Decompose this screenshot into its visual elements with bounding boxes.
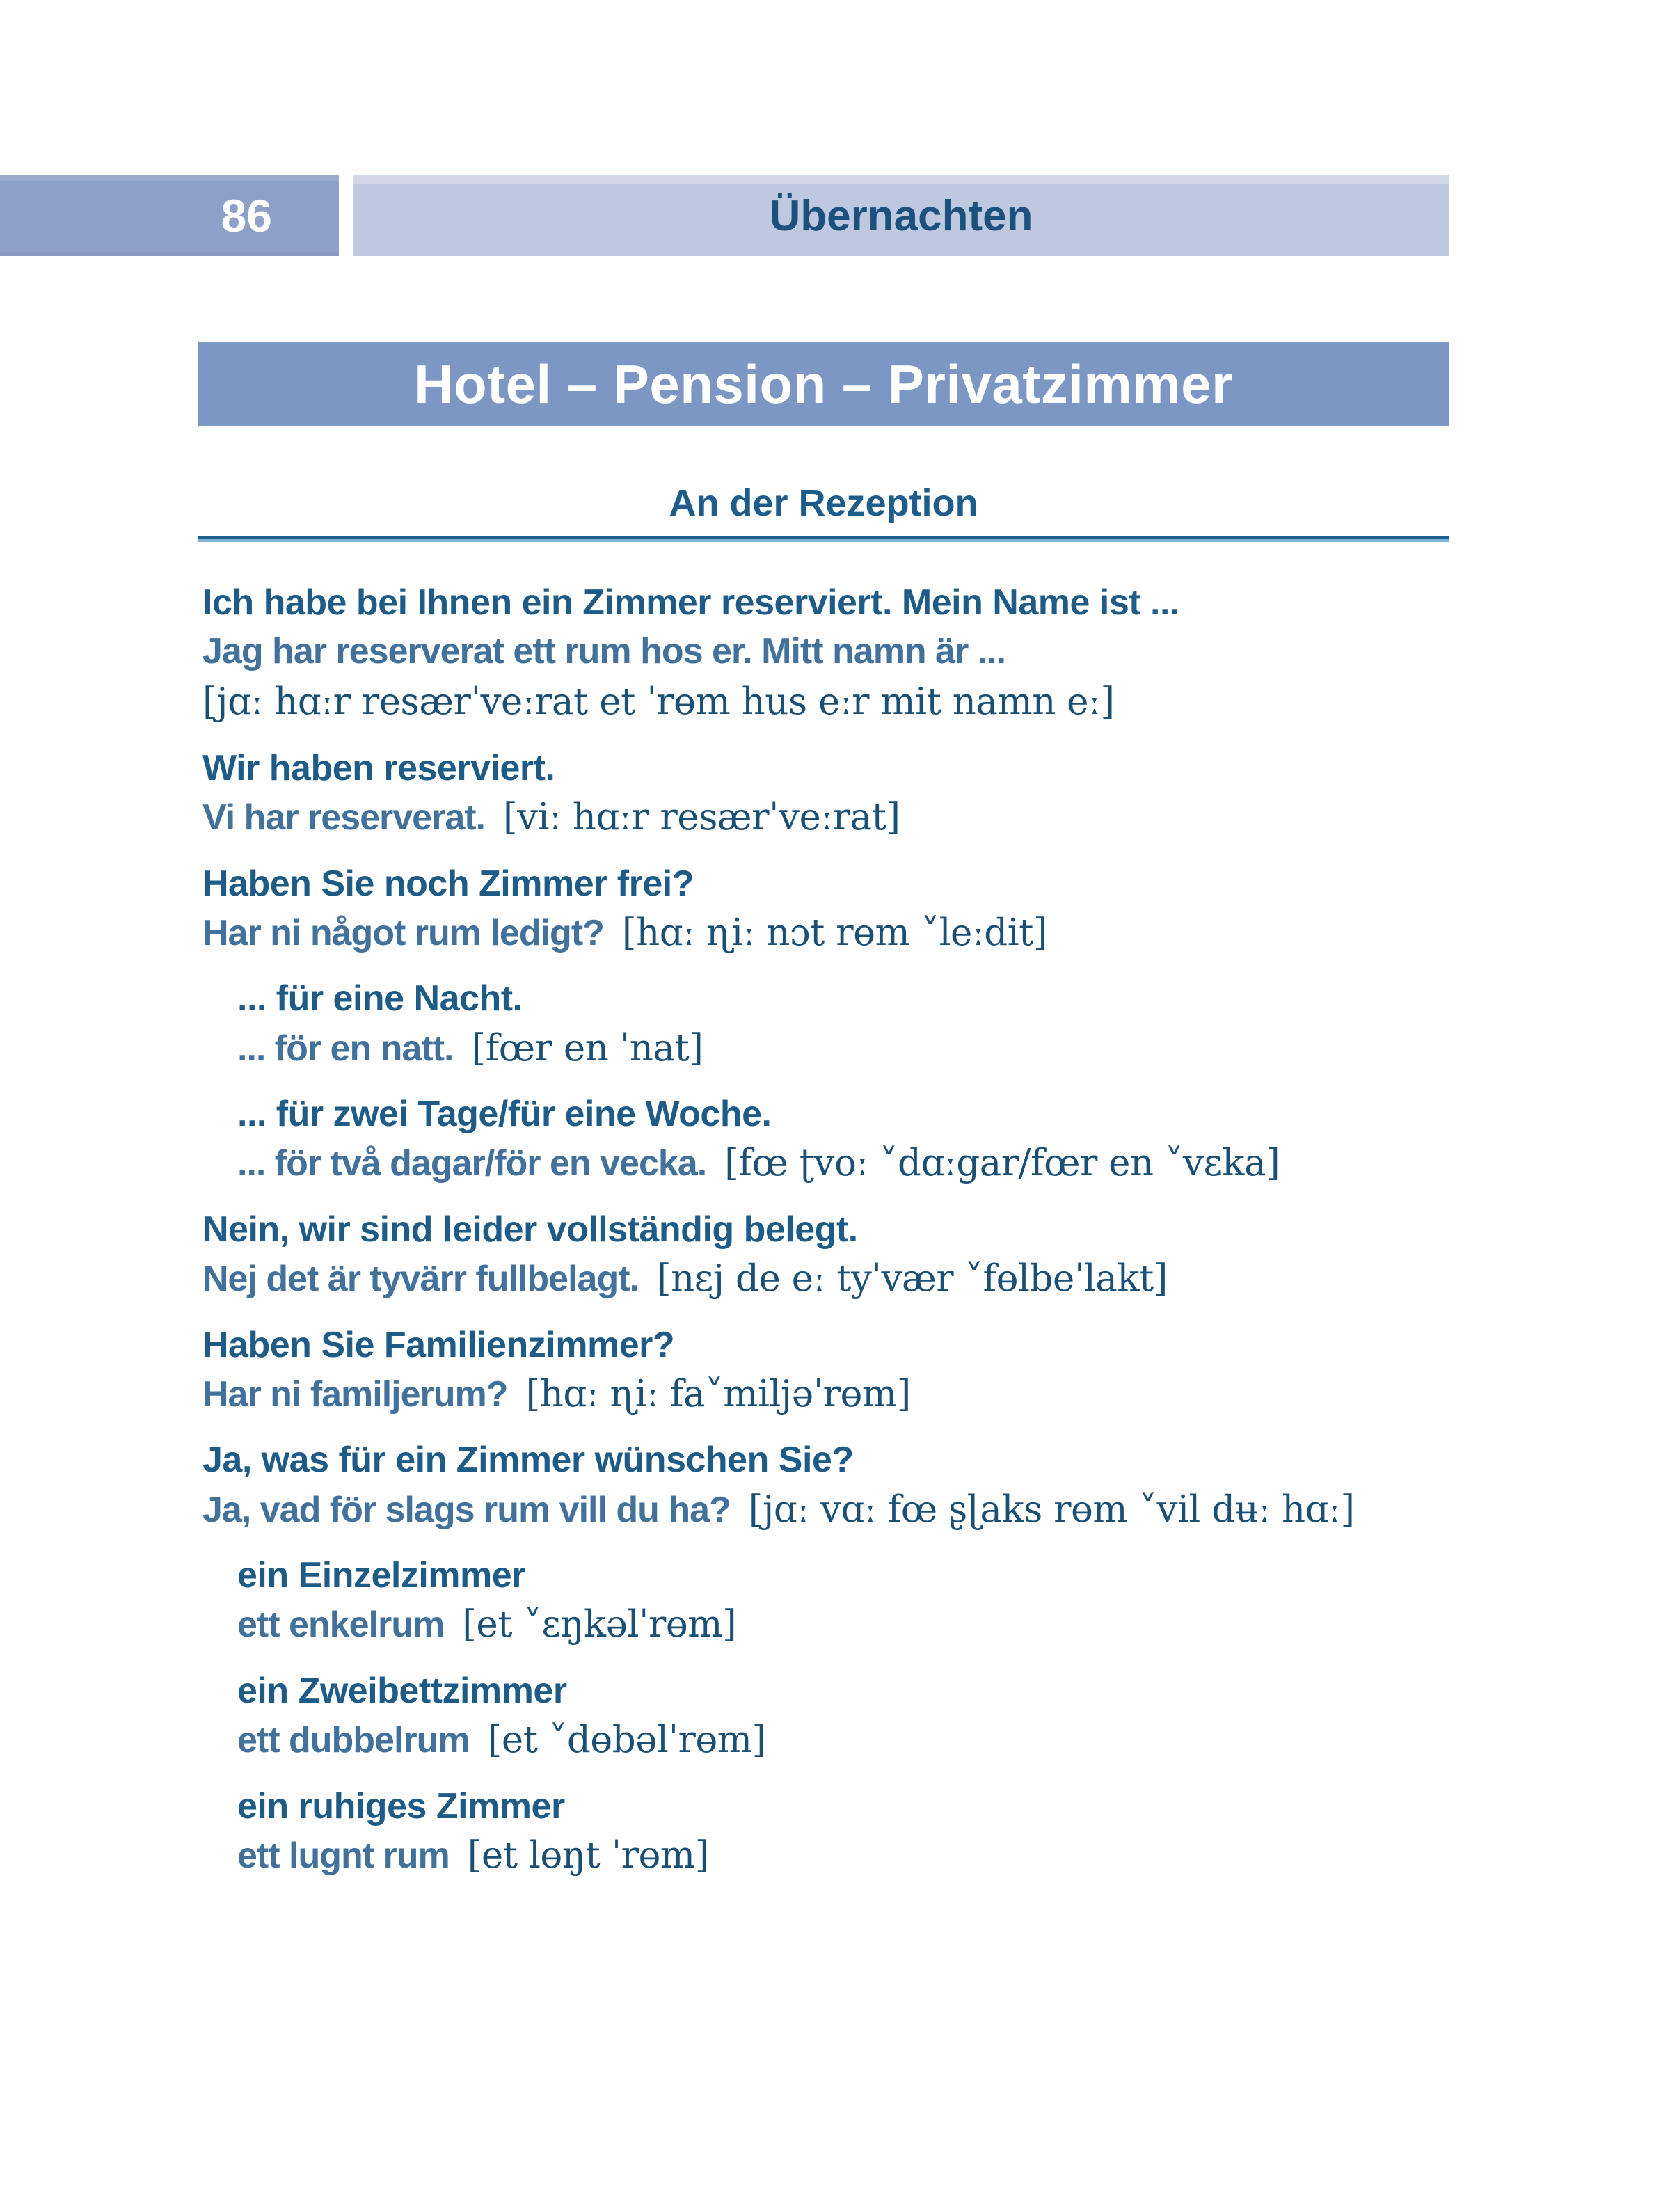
phrase-german: Haben Sie Familienzimmer?	[202, 1324, 675, 1365]
phrase-swedish-line	[237, 1831, 1449, 1881]
phrase-swedish: Har ni något rum ledigt?	[202, 912, 604, 953]
phrase-block	[202, 744, 1449, 843]
phrase-swedish-line	[237, 1138, 1449, 1188]
phrase-swedish-line	[237, 1024, 1449, 1074]
phrase-swedish-line	[202, 1254, 1449, 1304]
phrase-block	[202, 1435, 1449, 1534]
title-bar	[198, 342, 1449, 426]
phrase-german: Ich habe bei Ihnen ein Zimmer reserviert. Mein Name ist ...	[202, 582, 1179, 623]
phrase-swedish: ett enkelrum	[237, 1605, 445, 1646]
phrase-german: ein Einzelzimmer	[237, 1555, 525, 1596]
phrase-block	[202, 859, 1449, 958]
phrase-block	[202, 1205, 1449, 1304]
phrase-phonetic: [hɑː ɳiː nɔt rɵm ˅leːdit]	[621, 911, 1048, 954]
phrase-swedish-line	[202, 627, 1449, 676]
phrase-swedish-line	[237, 1600, 1449, 1650]
phrase-german: ein Zweibettzimmer	[237, 1670, 567, 1711]
phrase-block	[237, 974, 1449, 1073]
phrase-phonetic: [et ˅dɵbəlˈrɵm]	[487, 1718, 766, 1761]
phrase-swedish: Nej det är tyvärr fullbelagt.	[202, 1259, 639, 1300]
phrase-block	[202, 1321, 1449, 1419]
phrase-german: ein ruhiges Zimmer	[237, 1785, 565, 1827]
phrase-block	[237, 1666, 1449, 1765]
content-column	[198, 445, 1449, 1897]
phrase-phonetic: [jɑː hɑːr resærˈveːrat et ˈrɵm hus eːr mit namn eː]	[202, 681, 1115, 724]
phrase-phonetic: [nɛj de eː tyˈvær ˅fɵlbeˈlakt]	[656, 1257, 1168, 1300]
chapter-title: Übernachten	[769, 191, 1033, 240]
phrase-swedish: ett dubbelrum	[237, 1719, 470, 1760]
phrase-block	[237, 1551, 1449, 1650]
phrase-phonetic: [hɑː ɳiː fa˅miljəˈrɵm]	[525, 1372, 911, 1415]
phrase-phonetic: [et ˅ɛŋkəlˈrɵm]	[462, 1603, 737, 1646]
phrase-german: ... für zwei Tage/für eine Woche.	[237, 1094, 772, 1135]
running-header	[0, 175, 1670, 256]
phrase-block	[237, 1782, 1449, 1881]
page-title: Hotel – Pension – Privatzimmer	[414, 353, 1233, 415]
phrase-block	[237, 1090, 1449, 1188]
section-rule	[198, 536, 1449, 539]
section-heading: An der Rezeption	[669, 482, 978, 524]
phrase-swedish: Har ni familjerum?	[202, 1374, 508, 1415]
phrase-swedish-line	[237, 1715, 1449, 1765]
phrase-block	[202, 578, 1449, 727]
phrase-swedish-line	[202, 1485, 1449, 1535]
page-number: 86	[221, 190, 272, 241]
phrase-phonetic: [et lɵŋt ˈrɵm]	[467, 1833, 709, 1877]
phrase-list	[198, 578, 1449, 1880]
phrase-swedish: ... för en natt.	[237, 1028, 454, 1069]
phrase-swedish: ... för två dagar/för en vecka.	[237, 1143, 707, 1184]
phrase-german: Haben Sie noch Zimmer frei?	[202, 863, 694, 904]
phrase-swedish-line	[202, 908, 1449, 958]
phrase-swedish-line	[202, 793, 1449, 843]
phrase-swedish-line	[202, 1369, 1449, 1419]
phrase-german: ... für eine Nacht.	[237, 978, 523, 1019]
phrase-german: Ja, was für ein Zimmer wünschen Sie?	[202, 1440, 854, 1481]
phrase-phonetic: [fœ ʈvoː ˅dɑːgar/fœr en ˅vɛka]	[724, 1142, 1280, 1185]
phrase-swedish: Vi har reserverat.	[202, 797, 485, 838]
phrase-german: Wir haben reserviert.	[202, 747, 555, 788]
phrase-german: Nein, wir sind leider vollständig belegt.	[202, 1209, 858, 1250]
phrase-phonetic: [jɑː vɑː fœ ʂɭaks rɵm ˅vil dʉː hɑː]	[748, 1488, 1355, 1531]
phrase-swedish: Jag har reserverat ett rum hos er. Mitt namn är ...	[202, 631, 1006, 672]
chapter-title-block	[353, 175, 1449, 256]
phrase-phonetic: [viː hɑːr resærˈveːrat]	[503, 796, 900, 839]
phrase-swedish: ett lugnt rum	[237, 1835, 450, 1876]
phrase-phonetic: [fœr en ˈnat]	[471, 1026, 703, 1069]
phrase-swedish: Ja, vad för slags rum vill du ha?	[202, 1489, 731, 1530]
page-number-block	[0, 175, 339, 256]
